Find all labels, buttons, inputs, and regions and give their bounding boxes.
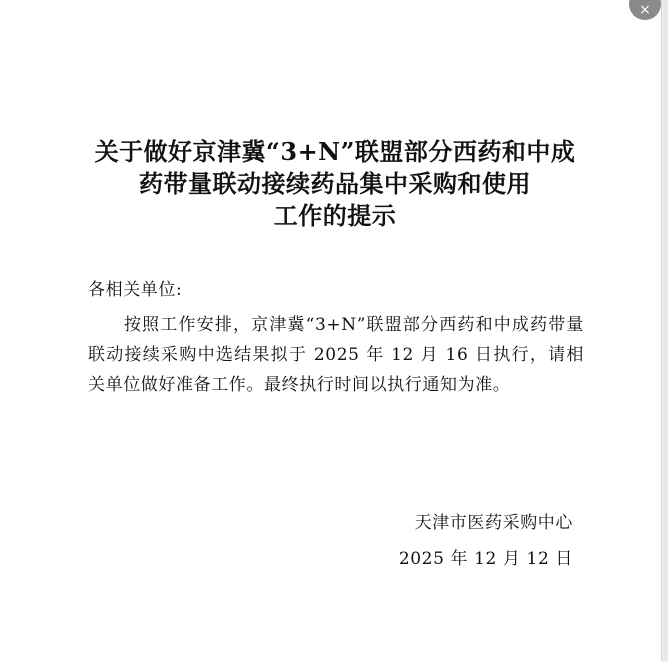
close-icon: × <box>639 2 651 18</box>
signature-organization: 天津市医药采购中心 <box>414 513 573 533</box>
notice-paragraph: 按照工作安排，京津冀“3+N”联盟部分西药和中成药带量联动接续采购中选结果拟于 2025 年 12 月 16 日执行，请相关单位做好准备工作。最终执行时间以执行通知为准。 <box>88 315 584 395</box>
document-title <box>60 136 610 232</box>
title-line-3: 工作的提示 <box>273 201 397 230</box>
title-line-1: 关于做好京津冀“3+N”联盟部分西药和中成 <box>94 137 576 166</box>
salutation: 各相关单位: <box>88 280 183 300</box>
viewer-edge <box>661 0 668 661</box>
title-line-2: 药带量联动接续药品集中采购和使用 <box>139 169 531 198</box>
signature-date: 2025 年 12 月 12 日 <box>398 549 573 569</box>
